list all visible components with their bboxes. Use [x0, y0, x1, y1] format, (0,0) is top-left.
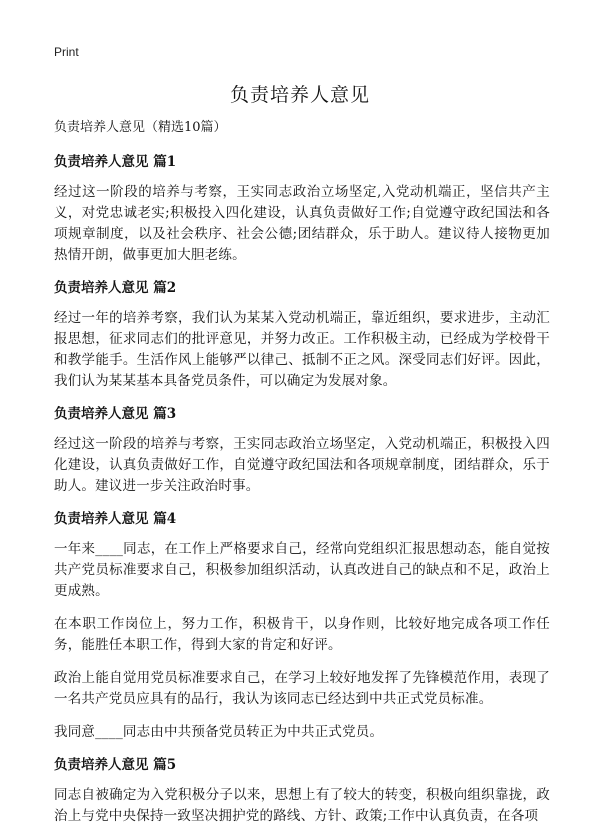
section-heading: 负责培养人意见 篇3 [54, 406, 177, 422]
section-2 [54, 278, 550, 392]
section-paragraph: 在本职工作岗位上，努力工作，积极肯干，以身作则，比较好地完成各项工作任务，能胜任本职工作，得到大家的肯定和好评。 [54, 616, 550, 653]
document-title: 负责培养人意见 [229, 84, 370, 106]
section-heading: 负责培养人意见 篇1 [54, 154, 177, 170]
section-paragraph: 经过一年的培养考察，我们认为某某入党动机端正，靠近组织，要求进步，主动汇报思想，征求同志们的批评意见，并努力改正。工作积极主动，已经成为学校骨干和教学能手。生活作风上能够严以律己、抵制不正之风。深受同志们好评。因此，我们认为某某基本具备党员条件，可以确定为发展对象。 [54, 310, 550, 389]
section-3 [54, 404, 550, 497]
section-paragraph: 同志自被确定为入党积极分子以来，思想上有了较大的转变，积极向组织靠拢，政治上与党中央保持一致坚决拥护党的路线、方针、政策;工作中认真负责，在各项 [54, 787, 550, 824]
section-heading: 负责培养人意见 篇5 [54, 757, 177, 773]
document-subtitle: 负责培养人意见（精选10篇） [54, 120, 227, 135]
section-1 [54, 152, 550, 266]
section-5 [54, 755, 550, 827]
section-heading: 负责培养人意见 篇4 [54, 511, 177, 527]
section-paragraph: 经过这一阶段的培养与考察，王实同志政治立场坚定，入党动机端正，积极投入四化建设，认真负责做好工作，自觉遵守政纪国法和各项规章制度，团结群众，乐于助人。建议进一步关注政治时事。 [54, 436, 550, 494]
document-body [54, 118, 550, 828]
section-paragraph: 政治上能自觉用党员标准要求自己，在学习上较好地发挥了先锋模范作用，表现了一名共产党员应具有的品行，我认为该同志已经达到中共正式党员标准。 [54, 670, 550, 707]
print-link[interactable]: Print [54, 45, 79, 59]
section-paragraph: 我同意____同志由中共预备党员转正为中共正式党员。 [54, 724, 384, 740]
section-4 [54, 509, 550, 743]
section-paragraph: 经过这一阶段的培养与考察，王实同志政治立场坚定,入党动机端正，坚信共产主义，对党忠诚老实;积极投入四化建设，认真负责做好工作;自觉遵守政纪国法和各项规章制度，以及社会秩序、社会公德;团结群众，乐于助人。建议待人接物更加热情开朗，做事更加大胆老练。 [54, 184, 550, 263]
section-paragraph: 一年来____同志，在工作上严格要求自己，经常向党组织汇报思想动态，能自觉按共产党员标准要求自己，积极参加组织活动，认真改进自己的缺点和不足，政治上更成熟。 [54, 541, 550, 599]
section-heading: 负责培养人意见 篇2 [54, 280, 177, 296]
